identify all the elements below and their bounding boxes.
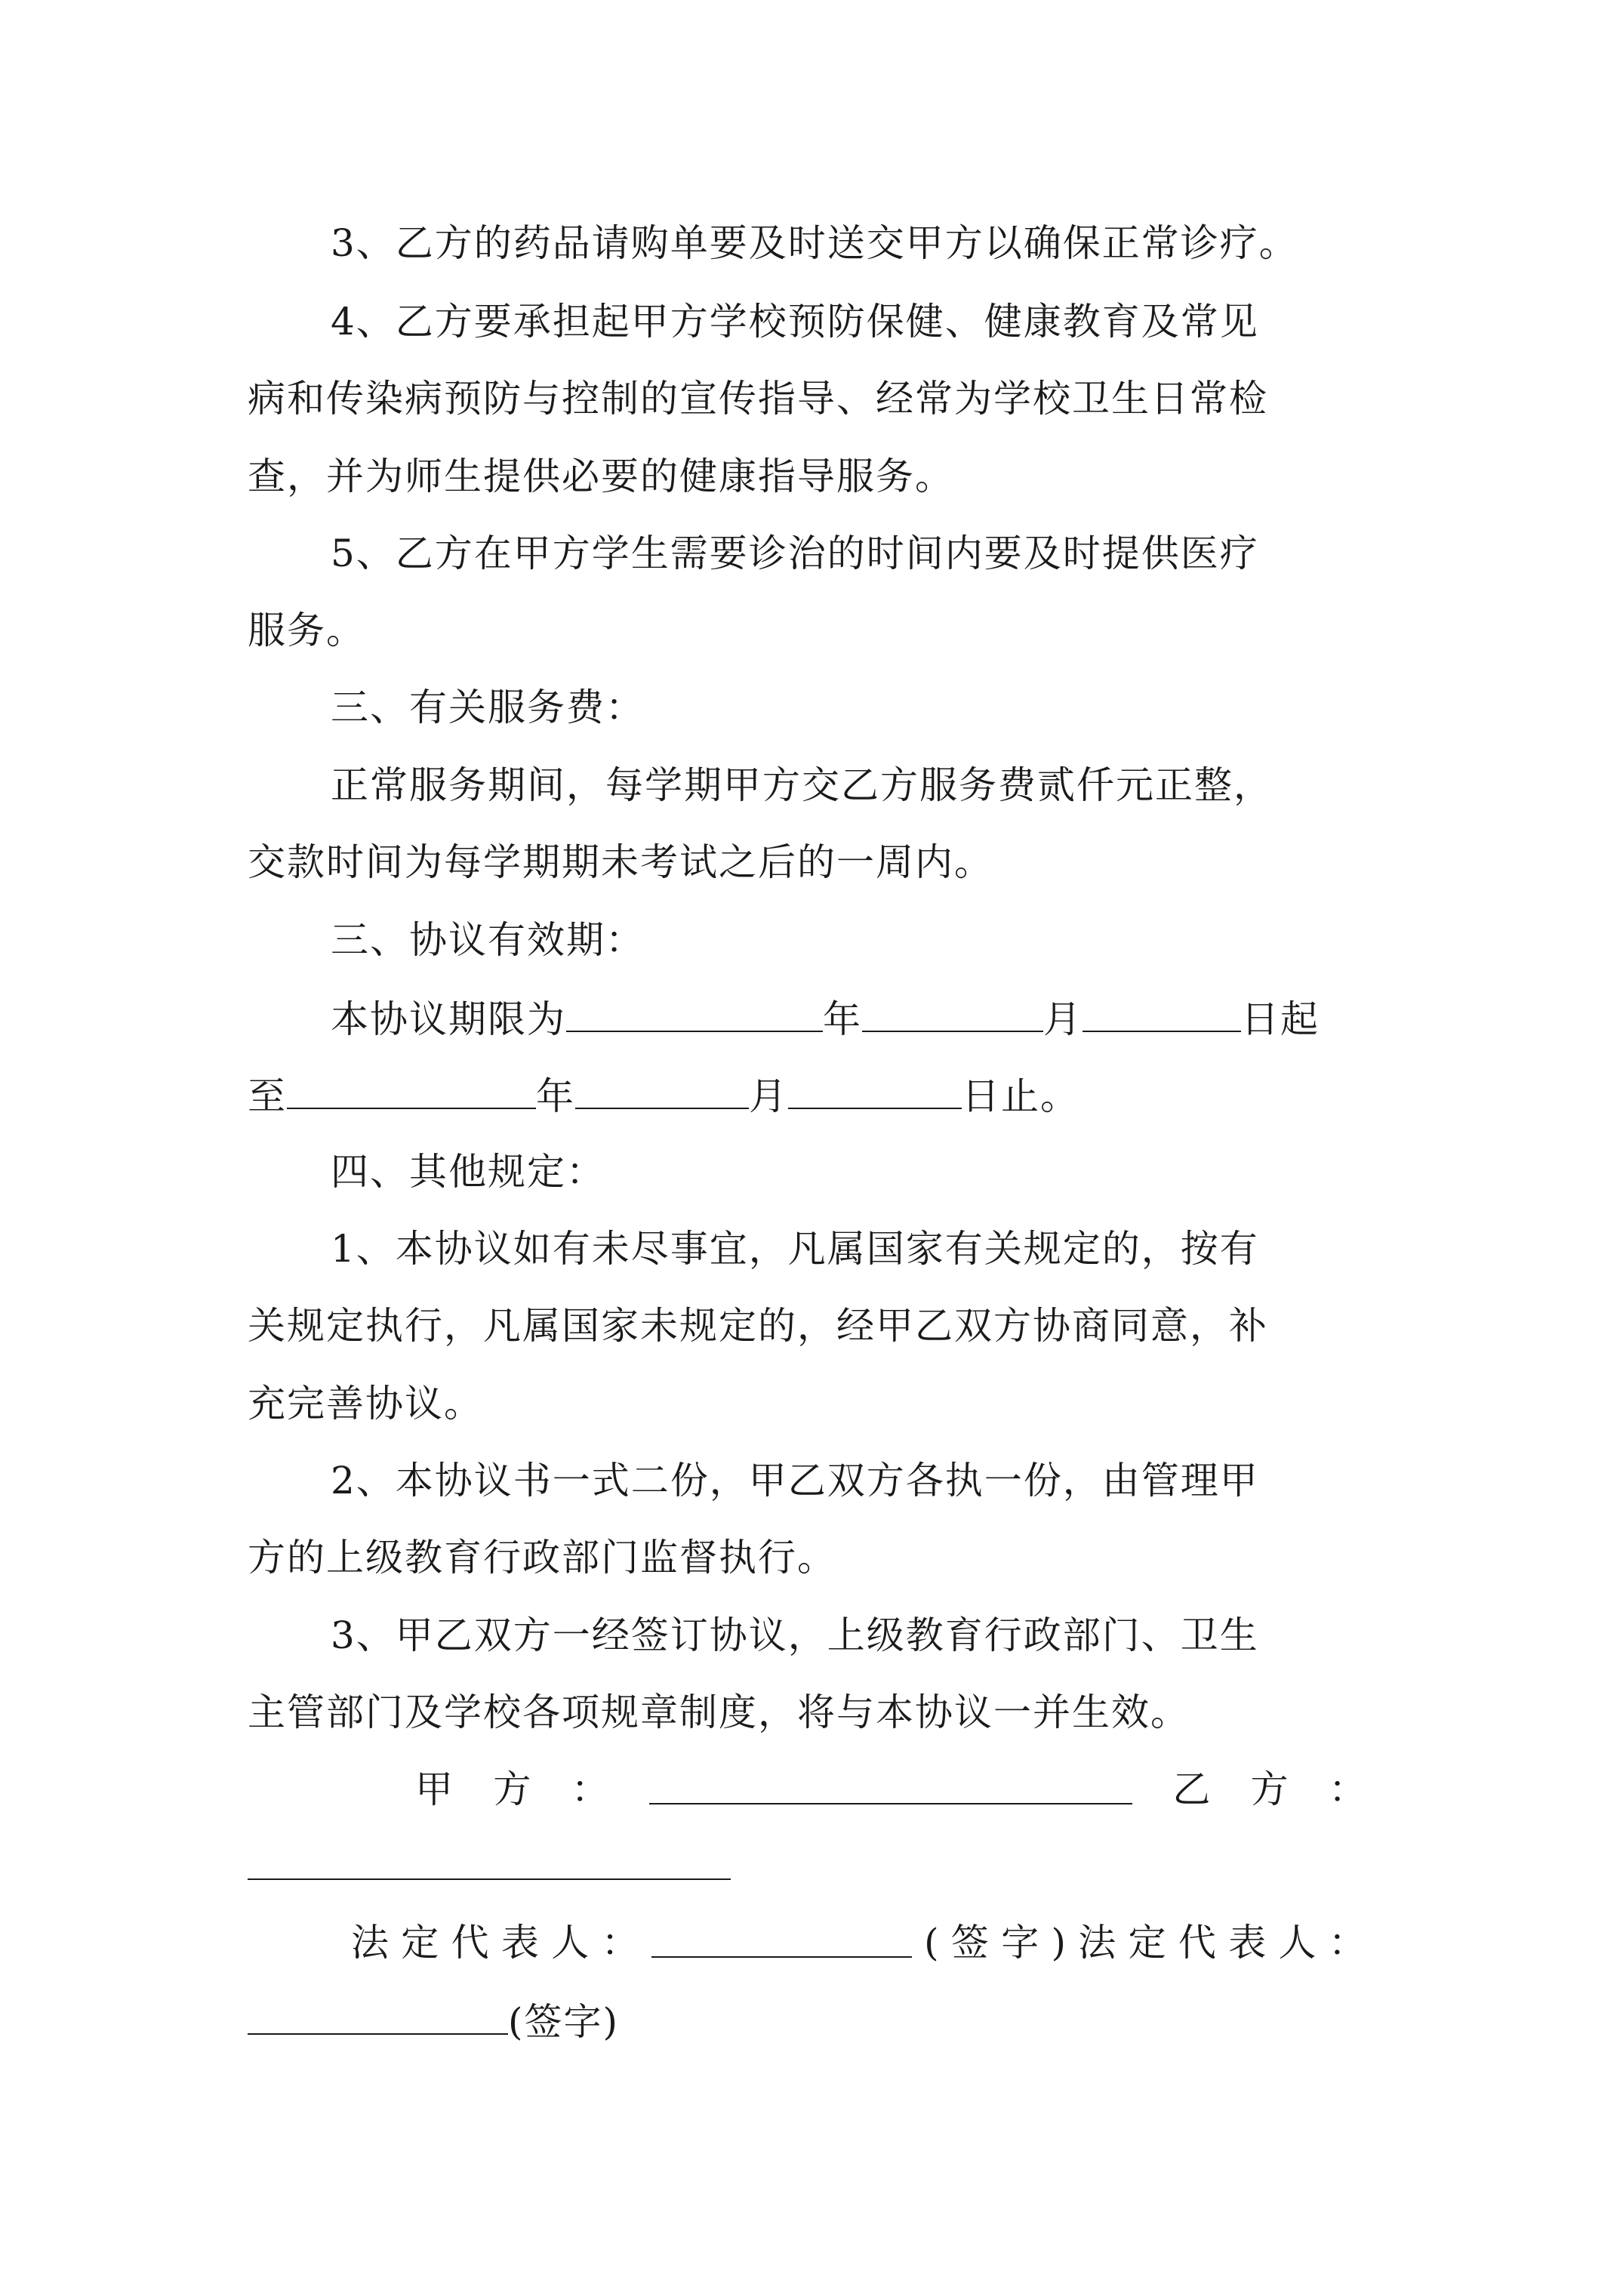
clause-4-line-2: 病和传染病预防与控制的宣传指导、经常为学校卫生日常检 [248, 377, 1268, 421]
term-heading: 三、协议有效期： [331, 918, 645, 962]
party-a-blank[interactable] [649, 1767, 1132, 1804]
clause-5-line-2: 服务。 [248, 609, 365, 652]
term-start-suffix: 日起 [1241, 997, 1320, 1041]
legal-rep-b-sign-line [248, 1997, 1403, 2042]
party-b-char-1: 乙 [1172, 1767, 1211, 1811]
legal-rep-a-char-3: 代 [451, 1921, 489, 1965]
clause-3-line-1: 3、乙方的药品请购单要及时送交甲方以确保正常诊疗。 [331, 221, 1298, 265]
rule-2-line-1: 2、本协议书一式二份，甲乙双方各执一份，由管理甲 [331, 1459, 1259, 1502]
term-prefix: 本协议期限为 [331, 997, 566, 1041]
legal-rep-b-char-3: 代 [1178, 1921, 1216, 1965]
legal-rep-a-char-2: 定 [401, 1921, 439, 1965]
party-a-char-2: 方 [493, 1767, 531, 1811]
fees-heading: 三、有关服务费： [331, 686, 645, 729]
rule-2-line-2: 方的上级教育行政部门监督执行。 [248, 1536, 836, 1579]
legal-rep-line [351, 1920, 1366, 1965]
sign-note-a-close: ) [1051, 1921, 1066, 1965]
start-month-blank[interactable] [862, 994, 1043, 1032]
term-start-line [331, 994, 1403, 1040]
party-a-colon: ： [571, 1767, 609, 1811]
legal-rep-b-char-5: 人 [1278, 1921, 1317, 1965]
end-month-blank[interactable] [575, 1071, 749, 1109]
term-end-line [248, 1071, 1403, 1117]
term-end-suffix: 日止。 [962, 1074, 1079, 1118]
sign-note-b: (签字) [508, 2000, 620, 2044]
rule-3-line-1: 3、甲乙双方一经签订协议，上级教育行政部门、卫生 [331, 1613, 1259, 1657]
rule-1-line-3: 充完善协议。 [248, 1382, 483, 1425]
rule-1-line-1: 1、本协议如有未尽事宜，凡属国家有关规定的，按有 [331, 1227, 1259, 1271]
term-month-label: 月 [1043, 997, 1083, 1041]
clause-5-line-1: 5、乙方在甲方学生需要诊治的时间内要及时提供医疗 [331, 532, 1259, 575]
legal-rep-a-char-4: 表 [500, 1921, 539, 1965]
legal-rep-a-blank[interactable] [651, 1920, 912, 1958]
term-end-month-label: 月 [749, 1074, 788, 1118]
clause-4-line-1: 4、乙方要承担起甲方学校预防保健、健康教育及常见 [331, 300, 1259, 344]
fees-line-1: 正常服务期间，每学期甲方交乙方服务费贰仟元正整， [331, 763, 1273, 807]
legal-rep-b-char-1: 法 [1078, 1921, 1116, 1965]
party-b-colon: ： [1328, 1767, 1366, 1811]
legal-rep-a-char-1: 法 [351, 1921, 389, 1965]
start-day-blank[interactable] [1083, 994, 1241, 1032]
legal-rep-b-blank[interactable] [248, 1997, 508, 2035]
party-b-blank[interactable] [248, 1878, 731, 1880]
legal-rep-a-colon: ： [601, 1921, 639, 1965]
party-b-char-2: 方 [1250, 1767, 1289, 1811]
end-day-blank[interactable] [788, 1071, 962, 1109]
party-a-char-1: 甲 [415, 1767, 453, 1811]
end-year-blank[interactable] [287, 1071, 536, 1109]
legal-rep-b-char-4: 表 [1228, 1921, 1267, 1965]
sign-note-a-char-2: 字 [1001, 1921, 1039, 1965]
start-year-blank[interactable] [566, 994, 823, 1032]
legal-rep-b-colon: ： [1328, 1921, 1366, 1965]
term-end-year-label: 年 [536, 1074, 575, 1118]
fees-line-2: 交款时间为每学期期未考试之后的一周内。 [248, 840, 993, 884]
other-heading: 四、其他规定： [331, 1150, 605, 1194]
legal-rep-a-char-5: 人 [551, 1921, 590, 1965]
party-signature-line [415, 1767, 1366, 1812]
term-to: 至 [248, 1074, 287, 1118]
clause-4-line-3: 查，并为师生提供必要的健康指导服务。 [248, 455, 954, 498]
rule-3-line-2: 主管部门及学校各项规章制度，将与本协议一并生效。 [248, 1690, 1190, 1734]
legal-rep-b-char-2: 定 [1128, 1921, 1166, 1965]
term-year-label: 年 [823, 997, 862, 1041]
sign-note-a-open: ( [924, 1921, 939, 1965]
sign-note-a-char-1: 签 [950, 1921, 989, 1965]
rule-1-line-2: 关规定执行，凡属国家未规定的，经甲乙双方协商同意，补 [248, 1304, 1268, 1348]
